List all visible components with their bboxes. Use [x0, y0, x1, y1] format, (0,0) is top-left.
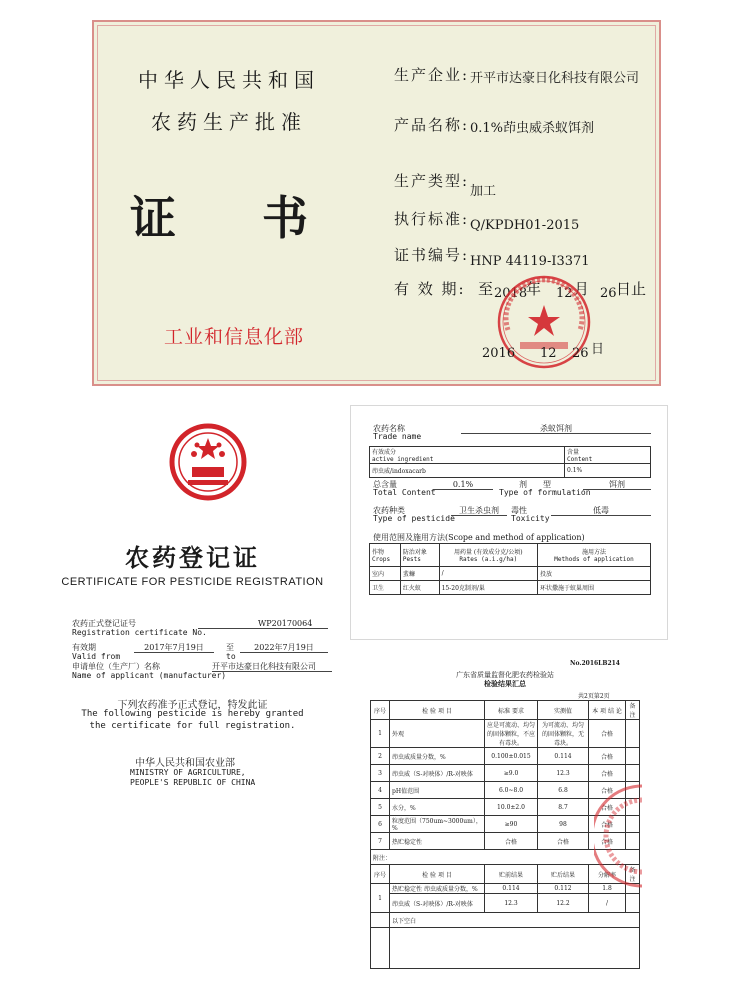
total-value: 0.1% [433, 480, 493, 490]
report-cell: 合格 [589, 720, 626, 748]
report-cell: 12.3 [538, 765, 589, 782]
report-cell: 水分，% [390, 799, 485, 816]
report-cell: 1.8 [589, 884, 626, 894]
cert-title-line1: 中华人民共和国 [138, 68, 320, 92]
registration-title-en: CERTIFICATE FOR PESTICIDE REGISTRATION [61, 576, 324, 588]
valid-label-cn: 有效期 [72, 643, 96, 652]
report-cell: 6.0~8.0 [485, 782, 538, 799]
trade-name-label-en: Trade name [373, 432, 422, 441]
field-label-product: 产品名称: [394, 116, 470, 134]
pesticide-type-label-en: Type of pesticide [373, 514, 455, 523]
scope-header-row [370, 544, 651, 567]
valid-label-en: Valid from [72, 652, 121, 661]
formulation-label-en: Type of formulation [499, 488, 591, 497]
report-cell: 98 [538, 816, 589, 833]
field-value-enterprise: 开平市达豪日化科技有限公司 [470, 71, 640, 86]
report-cell: 1 [371, 720, 390, 748]
report-header-cell: 备注 [626, 701, 640, 720]
table-row [370, 567, 651, 581]
ai-value: 茚虫威/indoxacarb [370, 464, 565, 478]
valid-to-value: 2022年7月19日 [240, 643, 328, 653]
report-seal-icon [594, 776, 642, 896]
trade-name-label-cn: 农药名称 [373, 424, 405, 433]
report-cell: 1 [371, 884, 390, 913]
valid-to-label-cn: 至 [226, 643, 234, 652]
report-cell [626, 894, 640, 913]
field-value-standard: Q/KPDH01-2015 [470, 218, 580, 233]
report-cell [626, 720, 640, 748]
report-cell: 8.7 [538, 799, 589, 816]
validity-month-char: 月 [574, 280, 590, 298]
table-row [371, 894, 640, 913]
report-cell: ≥90 [485, 816, 538, 833]
report-cell: 粒度范围（750um~3000um），% [390, 816, 485, 833]
scope-header-pests: 防治对象 [402, 549, 427, 556]
test-report-page [368, 648, 642, 996]
ai-header-en: active ingredient [372, 456, 434, 463]
validity-end: 日止 [616, 280, 647, 298]
content-header-cn: 含量 [567, 449, 580, 456]
scope-cell: 蜚蠊 [400, 567, 439, 581]
field-value-cert-no: HNP 44119-I3371 [470, 254, 590, 269]
validity-label: 有 效 期: [394, 280, 466, 298]
scope-cell: 室内 [370, 567, 401, 581]
scope-header-crops-en: Crops [372, 556, 391, 563]
report-cell: 茚虫威（S-对映体）/R-对映体 [390, 765, 485, 782]
scope-cell: 环状撒施于蚁巢周围 [538, 581, 651, 595]
report-header-cell: 检 验 项 目 [390, 701, 485, 720]
content-header-en: Content [567, 456, 593, 463]
report-header-cell: 贮前结果 [485, 865, 538, 884]
report-cell [626, 748, 640, 765]
applicant-value: 开平市达豪日化科技有限公司 [212, 662, 332, 672]
issue-day: 26 [572, 346, 589, 361]
report-cell: 茚虫威质量分数，% [390, 748, 485, 765]
report-cell: 12.3 [485, 894, 538, 913]
report-cell: 合格 [589, 833, 626, 850]
validity-day: 26 [600, 286, 617, 301]
report-cell: 0.114 [485, 884, 538, 894]
field-value-product: 0.1%茚虫威杀蚁饵剂 [470, 121, 595, 136]
report-header-cell: 分解率 [589, 865, 626, 884]
issue-month: 12 [540, 346, 557, 361]
report-header-cell: 标准 要求 [485, 701, 538, 720]
report-header-cell: 序号 [371, 701, 390, 720]
production-approval-certificate [92, 20, 661, 386]
report-org: 广东省质量监督化肥农药检验站 [456, 671, 554, 679]
report-cell: 茚虫威质量分数，% [423, 886, 478, 893]
field-label-standard: 执行标准: [394, 210, 470, 228]
valid-from-value: 2017年7月19日 [134, 643, 214, 653]
storage-group-label: 热贮稳定性 [392, 886, 423, 893]
issue-year: 2016 [482, 346, 516, 361]
report-cell: 6 [371, 816, 390, 833]
ministry-en-1: MINISTRY OF AGRICULTURE, [130, 768, 246, 777]
national-emblem-icon [168, 422, 248, 502]
registration-title-cn: 农药登记证 [125, 543, 260, 572]
report-cell: pH值范围 [390, 782, 485, 799]
total-label-cn: 总含量 [373, 480, 397, 489]
blank-note: 以下空白 [390, 913, 640, 928]
report-cell: 10.0±2.0 [485, 799, 538, 816]
field-label-type: 生产类型: [394, 172, 470, 190]
report-cell: 3 [371, 765, 390, 782]
validity-year-char: 年 [526, 280, 542, 298]
report-header-cell: 备注 [626, 865, 640, 884]
report-cell: 6.8 [538, 782, 589, 799]
report-cell: 为可流动、均匀的固体颗粒，无毒块。 [538, 720, 589, 748]
scope-header-pests-en: Pests [402, 556, 421, 563]
report-subtitle: 检验结果汇总 [484, 679, 526, 688]
report-cell: 合格 [589, 799, 626, 816]
scope-table [369, 543, 651, 595]
report-cell: 4 [371, 782, 390, 799]
report-cell: / [589, 894, 626, 913]
scope-cell: 卫生 [370, 581, 401, 595]
applicant-label-en: Name of applicant (manufacturer) [72, 671, 227, 680]
scope-cell: 红火蚁 [400, 581, 439, 595]
scope-cell: 投放 [538, 567, 651, 581]
report-header-cell: 本 项 结 论 [589, 701, 626, 720]
applicant-label-cn: 申请单位（生产厂）名称 [72, 662, 160, 671]
cert-title-line2: 农药生产批准 [151, 110, 307, 134]
validity-month: 12 [556, 286, 573, 301]
ai-header-cn: 有效成分 [372, 449, 397, 456]
report-cell: 热贮稳定性 [390, 833, 485, 850]
scope-header-methods-en: Methods of application [554, 556, 634, 563]
reg-no-label-cn: 农药正式登记证号 [72, 619, 136, 628]
toxicity-label-en: Toxicity [511, 514, 550, 523]
report-cell: 0.100±0.015 [485, 748, 538, 765]
report-cell: 合格 [538, 833, 589, 850]
grant-text-cn: 下列农药准予正式登记，特发此证 [117, 700, 268, 711]
validity-to: 至 [478, 280, 494, 298]
formulation-label-cn: 剂 型 [519, 480, 551, 489]
report-header-cell: 序号 [371, 865, 390, 884]
pesticide-type-value: 卫生杀虫剂 [451, 506, 507, 516]
report-cell: 合格 [485, 833, 538, 850]
formulation-value: 饵剂 [583, 480, 651, 490]
report-cell: 合格 [589, 748, 626, 765]
scope-header-rates-en: Rates (a.i.g/ha) [459, 556, 518, 563]
report-cell: ≥9.0 [485, 765, 538, 782]
field-value-type: 加工 [470, 184, 497, 199]
report-cell: 5 [371, 799, 390, 816]
report-cell: 合格 [589, 782, 626, 799]
toxicity-label-cn: 毒性 [511, 506, 527, 515]
blank-row [371, 913, 640, 928]
report-cell: 外观 [390, 720, 485, 748]
scope-header-crops: 作物 [372, 549, 385, 556]
report-cell: 0.114 [538, 748, 589, 765]
report-header-cell: 检 验 项 目 [390, 865, 485, 884]
report-cell: 应是可流动、均匀的固体颗粒，不应有毒块。 [485, 720, 538, 748]
report-page: 共2页第2页 [578, 693, 610, 700]
trade-name-value: 杀蚁饵剂 [461, 424, 651, 434]
field-label-enterprise: 生产企业: [394, 66, 470, 84]
reg-no-label-en: Registration certificate No. [72, 628, 207, 637]
table-row [370, 581, 651, 595]
scope-header-methods: 施用方法 [582, 549, 607, 556]
report-cell: 7 [371, 833, 390, 850]
report-cell: 茚虫威（S-对映体）/R-对映体 [390, 894, 485, 913]
grant-text-en-2: the certificate for full registration. [89, 721, 296, 731]
report-cell: 0.112 [538, 884, 589, 894]
scope-header-rates: 用药量 (有效成分克/公顷) [454, 549, 523, 556]
cert-issuer: 工业和信息化部 [163, 326, 304, 348]
pesticide-registration-certificate [30, 406, 355, 996]
table-row [371, 748, 640, 765]
toxicity-value: 低毒 [551, 506, 651, 516]
pesticide-type-label-cn: 农药种类 [373, 506, 405, 515]
valid-to-label-en: to [226, 652, 236, 661]
report-number: No.2016LB214 [570, 660, 620, 667]
field-label-cert-no: 证书编号: [394, 246, 470, 264]
active-ingredient-table [369, 446, 651, 478]
report-cell: 12.2 [538, 894, 589, 913]
reg-no-value: WP20170064 [198, 619, 328, 629]
report-header-row [371, 701, 640, 720]
scope-cell: / [439, 567, 537, 581]
registration-detail-page [350, 405, 668, 640]
ministry-en-2: PEOPLE'S REPUBLIC OF CHINA [130, 778, 256, 787]
note-label: 附注： [371, 850, 640, 865]
total-label-en: Total Content [373, 488, 436, 497]
report-cell: 2 [371, 748, 390, 765]
issue-day-char: 日 [591, 342, 605, 357]
ministry-cn: 中华人民共和国农业部 [135, 758, 235, 769]
report-header-cell: 实测值 [538, 701, 589, 720]
scope-label: 使用范围及施用方法(Scope and method of application) [373, 533, 585, 542]
cert-title-big: 证 书 [130, 191, 328, 245]
validity-year: 2018 [494, 286, 528, 301]
grant-text-en-1: The following pesticide is hereby granted [81, 709, 304, 719]
report-cell: 合格 [589, 816, 626, 833]
report-cell: 合格 [589, 765, 626, 782]
scope-cell: 15-20克制剂/巢 [439, 581, 537, 595]
table-row [371, 720, 640, 748]
ai-content: 0.1% [565, 464, 651, 478]
report-header-cell: 贮后结果 [538, 865, 589, 884]
